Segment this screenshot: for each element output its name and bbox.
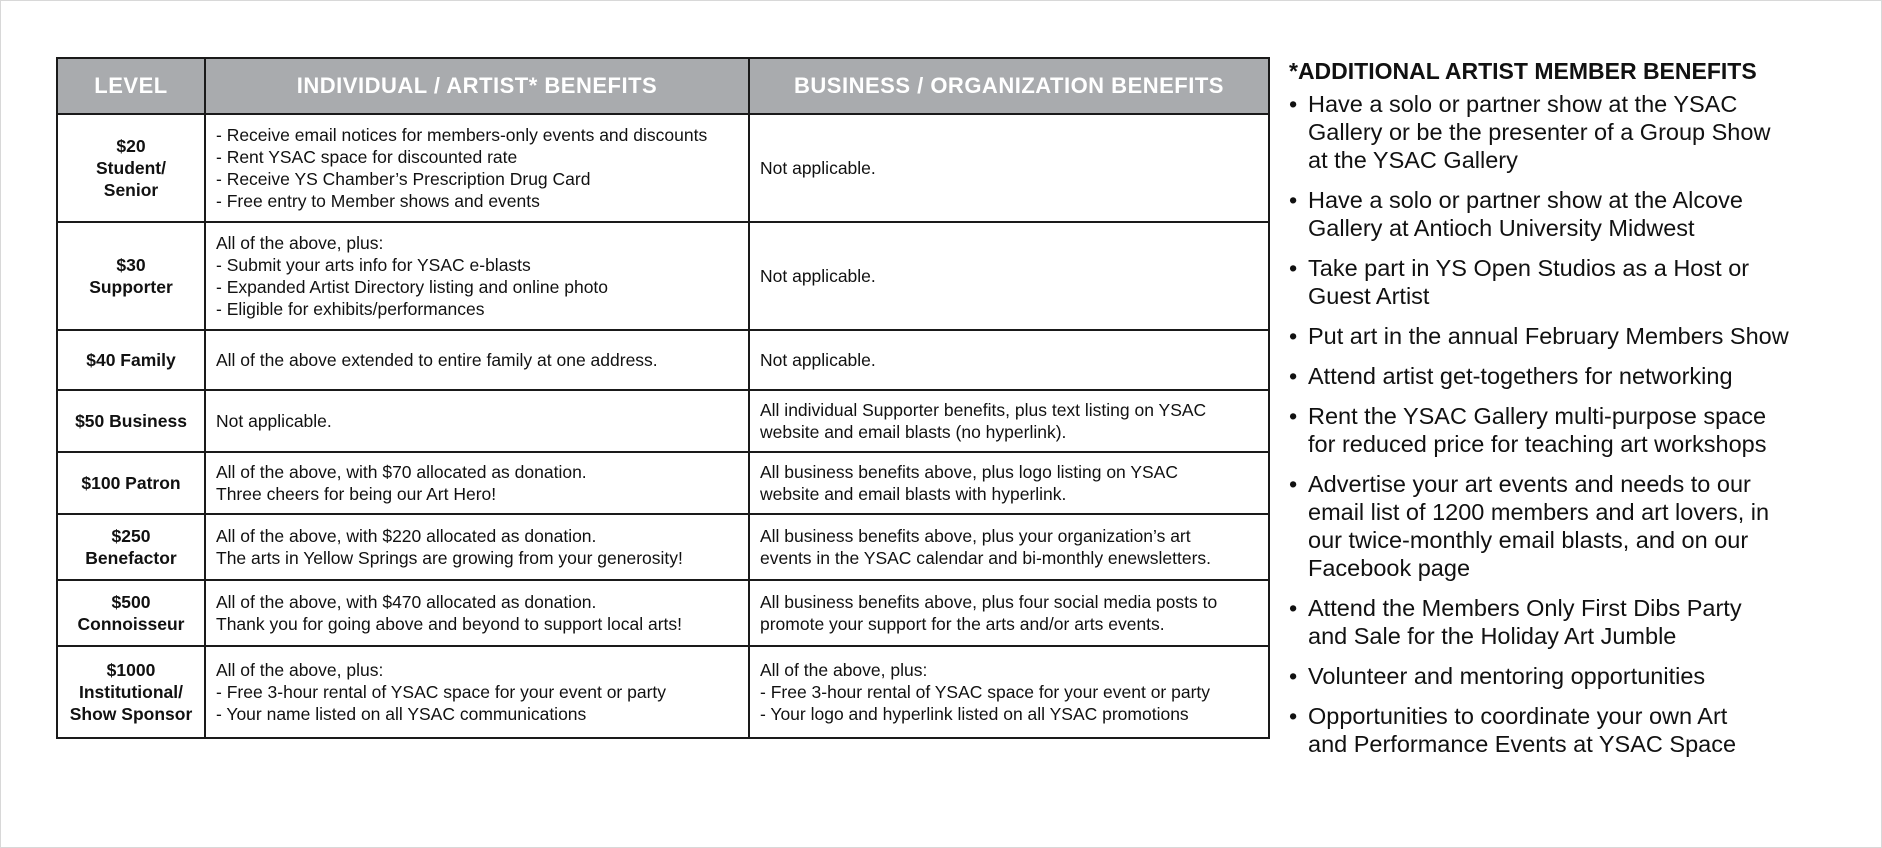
table-header-row bbox=[57, 58, 1269, 114]
additional-benefit-item bbox=[1289, 402, 1869, 458]
business-benefits-cell bbox=[749, 580, 1269, 646]
bullet-icon: • bbox=[1289, 403, 1298, 429]
cell-text-line: All business benefits above, plus four social media posts to bbox=[760, 592, 1218, 612]
individual-benefits-cell bbox=[205, 114, 749, 222]
benefit-text-line: Opportunities to coordinate your own Art bbox=[1308, 703, 1728, 729]
level-cell bbox=[57, 580, 205, 646]
level-column-header: LEVEL bbox=[57, 58, 205, 114]
table-row bbox=[57, 452, 1269, 514]
table-row bbox=[57, 390, 1269, 452]
cell-text-line: - Receive YS Chamber’s Prescription Drug Card bbox=[216, 169, 591, 189]
individual-benefits-cell bbox=[205, 222, 749, 330]
cell-text-line: All of the above, with $220 allocated as donation. bbox=[216, 526, 597, 546]
cell-text-line: - Submit your arts info for YSAC e-blasts bbox=[216, 255, 531, 275]
additional-benefits-panel bbox=[1289, 58, 1869, 770]
bullet-icon: • bbox=[1289, 363, 1298, 389]
cell-text-line: $500 bbox=[111, 592, 151, 612]
benefit-text-line: Volunteer and mentoring opportunities bbox=[1308, 663, 1706, 689]
business-benefits-cell bbox=[749, 646, 1269, 738]
additional-benefit-item bbox=[1289, 322, 1869, 350]
level-cell bbox=[57, 514, 205, 580]
business-benefits-cell bbox=[749, 114, 1269, 222]
benefit-text-line: and Performance Events at YSAC Space bbox=[1308, 731, 1737, 757]
individual-benefits-cell bbox=[205, 390, 749, 452]
level-cell bbox=[57, 114, 205, 222]
additional-benefit-item bbox=[1289, 186, 1869, 242]
cell-text-line: - Expanded Artist Directory listing and online photo bbox=[216, 277, 609, 297]
cell-text-line: Thank you for going above and beyond to support local arts! bbox=[216, 614, 682, 634]
cell-text-line: All of the above extended to entire family at one address. bbox=[216, 350, 658, 370]
table-row bbox=[57, 222, 1269, 330]
business-benefits-cell bbox=[749, 390, 1269, 452]
cell-text-line: All business benefits above, plus your organization’s art bbox=[760, 526, 1191, 546]
cell-text-line: events in the YSAC calendar and bi-monthly enewsletters. bbox=[760, 548, 1212, 568]
benefit-text-line: Put art in the annual February Members Show bbox=[1308, 323, 1789, 349]
additional-benefit-item bbox=[1289, 594, 1869, 650]
benefit-text-line: Gallery or be the presenter of a Group Show bbox=[1308, 119, 1771, 145]
benefit-text-line: Attend the Members Only First Dibs Party bbox=[1308, 595, 1742, 621]
table-row bbox=[57, 580, 1269, 646]
additional-benefit-item bbox=[1289, 470, 1869, 582]
bullet-icon: • bbox=[1289, 91, 1298, 117]
cell-text-line: - Receive email notices for members-only events and discounts bbox=[216, 125, 708, 145]
cell-text-line: Connoisseur bbox=[77, 614, 185, 634]
cell-text-line: $50 Business bbox=[75, 411, 187, 431]
cell-text-line: - Your name listed on all YSAC communications bbox=[216, 704, 587, 724]
cell-text-line: All of the above, plus: bbox=[760, 660, 928, 680]
level-cell bbox=[57, 222, 205, 330]
business-benefits-cell bbox=[749, 452, 1269, 514]
individual-benefits-cell bbox=[205, 646, 749, 738]
additional-benefit-item bbox=[1289, 254, 1869, 310]
cell-text-line: All individual Supporter benefits, plus text listing on YSAC bbox=[760, 400, 1207, 420]
benefit-text-line: Rent the YSAC Gallery multi-purpose space bbox=[1308, 403, 1767, 429]
cell-text-line: All of the above, plus: bbox=[216, 660, 384, 680]
cell-text-line: Not applicable. bbox=[760, 350, 876, 370]
cell-text-line: Three cheers for being our Art Hero! bbox=[216, 484, 497, 504]
benefit-text-line: Have a solo or partner show at the YSAC bbox=[1308, 91, 1738, 117]
cell-text-line: - Free entry to Member shows and events bbox=[216, 191, 540, 211]
cell-text-line: All of the above, with $70 allocated as donation. bbox=[216, 462, 587, 482]
cell-text-line: Supporter bbox=[89, 277, 173, 297]
level-cell bbox=[57, 646, 205, 738]
cell-text-line: promote your support for the arts and/or arts events. bbox=[760, 614, 1165, 634]
cell-text-line: - Free 3-hour rental of YSAC space for your event or party bbox=[760, 682, 1211, 702]
cell-text-line: website and email blasts with hyperlink. bbox=[760, 484, 1067, 504]
additional-benefit-item bbox=[1289, 702, 1869, 758]
cell-text-line: Institutional/ bbox=[78, 682, 184, 702]
cell-text-line: Benefactor bbox=[85, 548, 177, 568]
cell-text-line: $40 Family bbox=[86, 350, 176, 370]
additional-benefits-list bbox=[1289, 90, 1869, 758]
bullet-icon: • bbox=[1289, 663, 1298, 689]
bullet-icon: • bbox=[1289, 471, 1298, 497]
benefit-text-line: Attend artist get-togethers for networking bbox=[1308, 363, 1733, 389]
cell-text-line: $30 bbox=[116, 255, 146, 275]
benefit-text-line: Have a solo or partner show at the Alcove bbox=[1308, 187, 1743, 213]
bullet-icon: • bbox=[1289, 703, 1298, 729]
cell-text-line: - Rent YSAC space for discounted rate bbox=[216, 147, 518, 167]
additional-benefit-item bbox=[1289, 362, 1869, 390]
cell-text-line: All of the above, plus: bbox=[216, 233, 384, 253]
cell-text-line: - Your logo and hyperlink listed on all YSAC promotions bbox=[760, 704, 1189, 724]
membership-benefits-table bbox=[56, 57, 1270, 739]
individual-benefits-cell bbox=[205, 580, 749, 646]
individual-benefits-cell bbox=[205, 452, 749, 514]
bullet-icon: • bbox=[1289, 323, 1298, 349]
bullet-icon: • bbox=[1289, 255, 1298, 281]
individual-benefits-cell bbox=[205, 330, 749, 390]
cell-text-line: - Eligible for exhibits/performances bbox=[216, 299, 485, 319]
cell-text-line: Show Sponsor bbox=[69, 704, 193, 724]
additional-benefit-item bbox=[1289, 90, 1869, 174]
individual-benefits-column-header: INDIVIDUAL / ARTIST* BENEFITS bbox=[205, 58, 749, 114]
bullet-icon: • bbox=[1289, 187, 1298, 213]
cell-text-line: Senior bbox=[103, 180, 159, 200]
benefit-text-line: Guest Artist bbox=[1308, 283, 1430, 309]
benefit-text-line: for reduced price for teaching art workshops bbox=[1308, 431, 1767, 457]
bullet-icon: • bbox=[1289, 595, 1298, 621]
cell-text-line: $100 Patron bbox=[81, 473, 181, 493]
cell-text-line: All of the above, with $470 allocated as donation. bbox=[216, 592, 597, 612]
benefit-text-line: Take part in YS Open Studios as a Host or bbox=[1308, 255, 1750, 281]
cell-text-line: Not applicable. bbox=[216, 411, 332, 431]
additional-benefits-title: *ADDITIONAL ARTIST MEMBER BENEFITS bbox=[1289, 58, 1757, 84]
individual-benefits-cell bbox=[205, 514, 749, 580]
business-benefits-cell bbox=[749, 222, 1269, 330]
cell-text-line: Not applicable. bbox=[760, 266, 876, 286]
table-body bbox=[57, 114, 1269, 738]
benefit-text-line: Facebook page bbox=[1308, 555, 1471, 581]
benefit-text-line: Gallery at Antioch University Midwest bbox=[1308, 215, 1695, 241]
benefit-text-line: and Sale for the Holiday Art Jumble bbox=[1308, 623, 1677, 649]
cell-text-line: All business benefits above, plus logo listing on YSAC bbox=[760, 462, 1178, 482]
benefit-text-line: at the YSAC Gallery bbox=[1308, 147, 1518, 173]
cell-text-line: $1000 bbox=[106, 660, 156, 680]
level-cell bbox=[57, 452, 205, 514]
level-cell bbox=[57, 390, 205, 452]
business-benefits-column-header: BUSINESS / ORGANIZATION BENEFITS bbox=[749, 58, 1269, 114]
benefit-text-line: email list of 1200 members and art lovers, in bbox=[1308, 499, 1770, 525]
additional-benefit-item bbox=[1289, 662, 1869, 690]
benefit-text-line: Advertise your art events and needs to our bbox=[1308, 471, 1751, 497]
table-row bbox=[57, 646, 1269, 738]
cell-text-line: $20 bbox=[116, 136, 146, 156]
benefit-text-line: our twice-monthly email blasts, and on our bbox=[1308, 527, 1749, 553]
table-row bbox=[57, 114, 1269, 222]
table-row bbox=[57, 514, 1269, 580]
business-benefits-cell bbox=[749, 330, 1269, 390]
cell-text-line: Not applicable. bbox=[760, 158, 876, 178]
business-benefits-cell bbox=[749, 514, 1269, 580]
cell-text-line: website and email blasts (no hyperlink). bbox=[760, 422, 1067, 442]
cell-text-line: The arts in Yellow Springs are growing from your generosity! bbox=[216, 548, 683, 568]
table-row bbox=[57, 330, 1269, 390]
level-cell bbox=[57, 330, 205, 390]
cell-text-line: $250 bbox=[111, 526, 151, 546]
cell-text-line: Student/ bbox=[96, 158, 166, 178]
cell-text-line: - Free 3-hour rental of YSAC space for your event or party bbox=[216, 682, 667, 702]
